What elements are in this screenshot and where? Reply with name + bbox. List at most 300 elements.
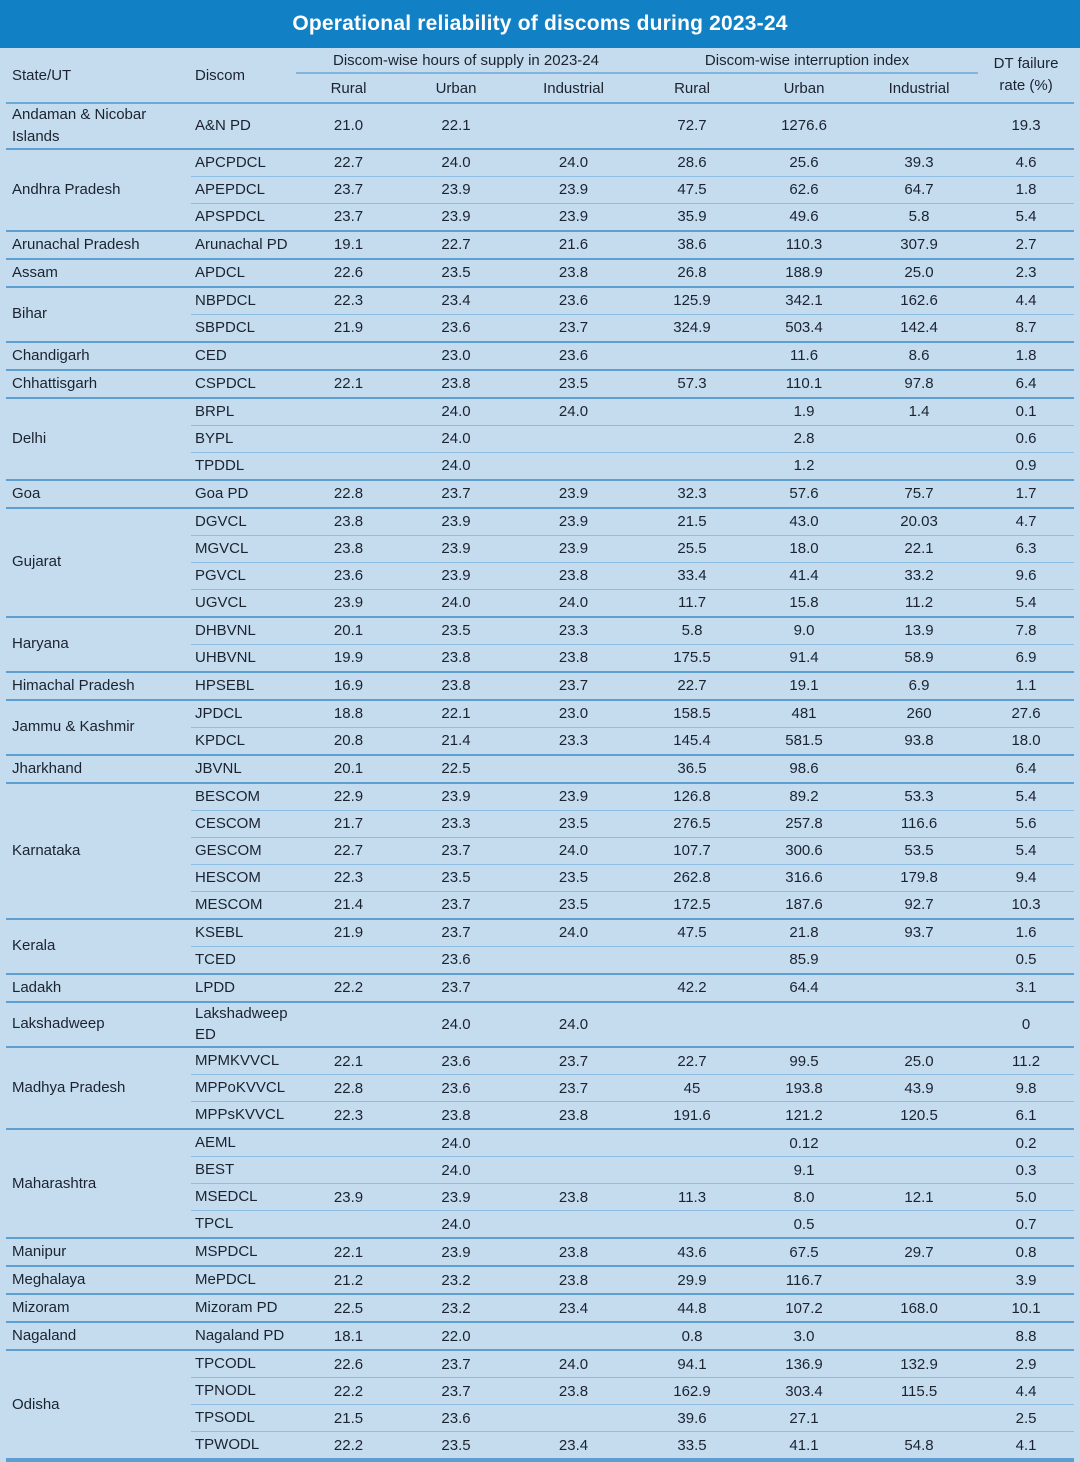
table-row <box>6 700 1074 728</box>
cell-hours-rural: 22.9 <box>296 783 401 811</box>
cell-hours-urban: 23.7 <box>401 837 511 864</box>
cell-hours-industrial: 23.8 <box>511 1184 636 1211</box>
discom-name-line: MePDCL <box>195 1271 256 1289</box>
table-header <box>6 48 1074 103</box>
cell-state <box>6 508 191 617</box>
cell-interruption-rural: 32.3 <box>636 480 748 508</box>
state-name-line: Karnataka <box>12 841 81 859</box>
state-name-line: Bihar <box>12 305 48 323</box>
cell-hours-industrial: 23.7 <box>511 672 636 700</box>
cell-dt-failure-rate: 27.6 <box>978 700 1074 728</box>
cell-interruption-urban: 0.5 <box>748 1211 860 1239</box>
cell-hours-industrial <box>511 1129 636 1157</box>
cell-interruption-rural: 125.9 <box>636 287 748 315</box>
cell-interruption-rural: 38.6 <box>636 231 748 259</box>
cell-hours-industrial: 24.0 <box>511 919 636 947</box>
cell-hours-rural: 23.6 <box>296 562 401 589</box>
column-group-interruption-index: Discom-wise interruption index <box>636 48 978 73</box>
cell-hours-urban: 23.9 <box>401 176 511 203</box>
cell-dt-failure-rate: 1.8 <box>978 176 1074 203</box>
discom-name-line: HPSEBL <box>195 676 255 694</box>
cell-state <box>6 1322 191 1350</box>
discom-name-line: UGVCL <box>195 593 247 611</box>
table-row <box>6 974 1074 1002</box>
cell-hours-rural: 22.6 <box>296 1350 401 1378</box>
column-header-interruption-urban: Urban <box>783 80 825 97</box>
cell-dt-failure-rate: 0.6 <box>978 425 1074 452</box>
cell-hours-urban: 23.8 <box>401 370 511 398</box>
cell-hours-urban: 23.6 <box>401 314 511 342</box>
cell-discom <box>191 810 296 837</box>
state-name-line: Nagaland <box>12 1327 77 1345</box>
discom-name-line: MESCOM <box>195 895 263 913</box>
cell-interruption-urban: 91.4 <box>748 644 860 672</box>
cell-hours-rural: 19.9 <box>296 644 401 672</box>
cell-state <box>6 1238 191 1266</box>
cell-interruption-rural: 33.5 <box>636 1432 748 1460</box>
cell-dt-failure-rate: 2.5 <box>978 1405 1074 1432</box>
cell-interruption-rural: 22.7 <box>636 1047 748 1075</box>
cell-interruption-industrial: 307.9 <box>860 231 978 259</box>
cell-discom <box>191 1378 296 1405</box>
cell-dt-failure-rate: 0 <box>978 1002 1074 1048</box>
table-row <box>6 287 1074 315</box>
cell-hours-industrial: 24.0 <box>511 1350 636 1378</box>
cell-interruption-urban: 107.2 <box>748 1294 860 1322</box>
table-row <box>6 508 1074 536</box>
cell-interruption-urban: 342.1 <box>748 287 860 315</box>
cell-hours-industrial: 23.4 <box>511 1294 636 1322</box>
cell-discom <box>191 1405 296 1432</box>
cell-dt-failure-rate: 9.8 <box>978 1075 1074 1102</box>
cell-hours-industrial <box>511 1211 636 1239</box>
state-name-line: Assam <box>12 263 58 281</box>
cell-hours-urban: 22.1 <box>401 103 511 149</box>
cell-dt-failure-rate: 1.8 <box>978 342 1074 370</box>
cell-interruption-urban: 193.8 <box>748 1075 860 1102</box>
cell-interruption-urban: 481 <box>748 700 860 728</box>
cell-discom <box>191 480 296 508</box>
cell-interruption-urban: 121.2 <box>748 1102 860 1130</box>
cell-hours-urban: 23.5 <box>401 1432 511 1460</box>
state-name-line: Madhya Pradesh <box>12 1079 126 1097</box>
cell-hours-rural: 23.8 <box>296 535 401 562</box>
cell-dt-failure-rate: 19.3 <box>978 103 1074 149</box>
cell-state <box>6 919 191 974</box>
cell-hours-urban: 22.0 <box>401 1322 511 1350</box>
cell-interruption-industrial: 12.1 <box>860 1184 978 1211</box>
cell-dt-failure-rate: 6.3 <box>978 535 1074 562</box>
cell-interruption-rural: 47.5 <box>636 919 748 947</box>
cell-hours-rural: 22.2 <box>296 1432 401 1460</box>
cell-interruption-rural: 28.6 <box>636 149 748 177</box>
cell-hours-urban: 23.7 <box>401 480 511 508</box>
discom-name-line: CESCOM <box>195 814 261 832</box>
cell-hours-rural: 22.2 <box>296 1378 401 1405</box>
cell-hours-industrial: 23.8 <box>511 1238 636 1266</box>
cell-discom <box>191 864 296 891</box>
cell-interruption-urban: 188.9 <box>748 259 860 287</box>
cell-interruption-rural: 35.9 <box>636 203 748 231</box>
cell-interruption-urban: 503.4 <box>748 314 860 342</box>
cell-interruption-industrial: 260 <box>860 700 978 728</box>
discom-name-line: DGVCL <box>195 512 247 530</box>
cell-hours-urban: 24.0 <box>401 1211 511 1239</box>
cell-discom <box>191 1075 296 1102</box>
cell-hours-urban: 23.6 <box>401 946 511 974</box>
cell-interruption-industrial: 22.1 <box>860 535 978 562</box>
cell-state <box>6 617 191 672</box>
cell-interruption-rural: 39.6 <box>636 1405 748 1432</box>
cell-hours-industrial: 24.0 <box>511 398 636 426</box>
cell-hours-industrial: 24.0 <box>511 1002 636 1048</box>
cell-discom <box>191 644 296 672</box>
cell-discom <box>191 203 296 231</box>
state-name-line: Gujarat <box>12 553 62 571</box>
cell-interruption-urban: 303.4 <box>748 1378 860 1405</box>
cell-hours-rural: 20.1 <box>296 617 401 645</box>
cell-interruption-rural: 47.5 <box>636 176 748 203</box>
cell-interruption-industrial: 5.8 <box>860 203 978 231</box>
discom-name-line: TPCODL <box>195 1355 256 1373</box>
cell-interruption-urban: 1276.6 <box>748 103 860 149</box>
cell-interruption-industrial: 8.6 <box>860 342 978 370</box>
cell-hours-urban: 23.9 <box>401 783 511 811</box>
cell-interruption-industrial <box>860 1322 978 1350</box>
discom-name-line: APEPDCL <box>195 180 266 198</box>
cell-interruption-industrial: 11.2 <box>860 589 978 617</box>
cell-dt-failure-rate: 0.9 <box>978 452 1074 480</box>
column-header-state: State/UT <box>12 66 72 84</box>
cell-interruption-rural: 276.5 <box>636 810 748 837</box>
cell-discom <box>191 1432 296 1460</box>
cell-interruption-rural: 45 <box>636 1075 748 1102</box>
state-name-line: Manipur <box>12 1243 67 1261</box>
cell-interruption-urban: 89.2 <box>748 783 860 811</box>
cell-interruption-rural: 5.8 <box>636 617 748 645</box>
cell-hours-rural: 21.5 <box>296 1405 401 1432</box>
cell-hours-rural: 21.2 <box>296 1266 401 1294</box>
table-row <box>6 398 1074 426</box>
cell-hours-urban: 24.0 <box>401 149 511 177</box>
cell-discom <box>191 425 296 452</box>
cell-hours-rural: 21.9 <box>296 314 401 342</box>
cell-state <box>6 480 191 508</box>
cell-hours-urban: 23.5 <box>401 864 511 891</box>
cell-interruption-industrial <box>860 946 978 974</box>
discom-name-line: CED <box>195 346 227 364</box>
cell-hours-urban: 23.7 <box>401 891 511 919</box>
cell-interruption-rural <box>636 398 748 426</box>
cell-interruption-industrial: 116.6 <box>860 810 978 837</box>
table-row <box>6 1129 1074 1157</box>
cell-hours-urban: 22.1 <box>401 700 511 728</box>
cell-dt-failure-rate: 3.1 <box>978 974 1074 1002</box>
cell-hours-rural: 22.3 <box>296 864 401 891</box>
cell-hours-rural <box>296 1129 401 1157</box>
cell-hours-industrial: 23.5 <box>511 891 636 919</box>
cell-interruption-rural: 57.3 <box>636 370 748 398</box>
discom-name-line: APDCL <box>195 263 246 281</box>
cell-state <box>6 370 191 398</box>
cell-hours-industrial: 24.0 <box>511 149 636 177</box>
cell-interruption-rural: 126.8 <box>636 783 748 811</box>
cell-dt-failure-rate: 6.4 <box>978 370 1074 398</box>
cell-interruption-industrial: 58.9 <box>860 644 978 672</box>
discom-name-line: CSPDCL <box>195 374 256 392</box>
cell-hours-rural: 18.8 <box>296 700 401 728</box>
cell-hours-industrial: 23.5 <box>511 810 636 837</box>
cell-interruption-rural: 43.6 <box>636 1238 748 1266</box>
table-row <box>6 103 1074 149</box>
state-name-line: Odisha <box>12 1395 60 1413</box>
cell-state <box>6 103 191 149</box>
cell-hours-rural: 22.1 <box>296 1238 401 1266</box>
cell-hours-urban: 23.7 <box>401 919 511 947</box>
discom-name-line: MSPDCL <box>195 1243 258 1261</box>
cell-hours-rural: 21.4 <box>296 891 401 919</box>
cell-interruption-urban <box>748 1002 860 1048</box>
cell-hours-industrial: 23.3 <box>511 617 636 645</box>
cell-hours-industrial: 23.7 <box>511 314 636 342</box>
table-footer <box>6 1459 1074 1461</box>
cell-discom <box>191 755 296 783</box>
discom-name-line: TCED <box>195 950 236 968</box>
table-row <box>6 231 1074 259</box>
cell-dt-failure-rate: 0.2 <box>978 1129 1074 1157</box>
state-name-line: Maharashtra <box>12 1174 97 1192</box>
column-header-interruption-rural: Rural <box>674 80 710 97</box>
cell-hours-rural <box>296 342 401 370</box>
cell-interruption-urban: 41.4 <box>748 562 860 589</box>
cell-interruption-rural: 145.4 <box>636 727 748 755</box>
cell-interruption-urban: 85.9 <box>748 946 860 974</box>
cell-discom <box>191 287 296 315</box>
cell-hours-urban: 23.6 <box>401 1075 511 1102</box>
discom-name-line: AEML <box>195 1134 236 1152</box>
cell-hours-industrial: 23.9 <box>511 535 636 562</box>
cell-state <box>6 342 191 370</box>
cell-interruption-industrial <box>860 1129 978 1157</box>
cell-state <box>6 755 191 783</box>
cell-hours-rural: 23.9 <box>296 1184 401 1211</box>
cell-interruption-urban: 21.8 <box>748 919 860 947</box>
cell-discom <box>191 1129 296 1157</box>
cell-hours-urban: 21.4 <box>401 727 511 755</box>
discom-name-line: ED <box>195 1026 216 1044</box>
cell-state <box>6 287 191 342</box>
discom-name-line: NBPDCL <box>195 291 256 309</box>
cell-interruption-urban: 9.0 <box>748 617 860 645</box>
table-row <box>6 755 1074 783</box>
cell-dt-failure-rate: 5.6 <box>978 810 1074 837</box>
column-header-hours-urban: Urban <box>435 80 477 97</box>
cell-hours-rural <box>296 1157 401 1184</box>
cell-hours-urban: 23.6 <box>401 1405 511 1432</box>
cell-state <box>6 1047 191 1129</box>
table-row <box>6 342 1074 370</box>
discom-name-line: UHBVNL <box>195 648 256 666</box>
cell-state <box>6 700 191 755</box>
table-row <box>6 672 1074 700</box>
cell-state <box>6 259 191 287</box>
table-row <box>6 1238 1074 1266</box>
cell-discom <box>191 342 296 370</box>
cell-discom <box>191 1266 296 1294</box>
cell-dt-failure-rate: 9.6 <box>978 562 1074 589</box>
cell-discom <box>191 535 296 562</box>
cell-interruption-rural: 22.7 <box>636 672 748 700</box>
cell-dt-failure-rate: 1.1 <box>978 672 1074 700</box>
cell-interruption-industrial: 120.5 <box>860 1102 978 1130</box>
cell-discom <box>191 1294 296 1322</box>
column-header-interruption-industrial: Industrial <box>888 80 950 97</box>
cell-interruption-industrial: 39.3 <box>860 149 978 177</box>
cell-dt-failure-rate: 18.0 <box>978 727 1074 755</box>
cell-interruption-rural: 11.7 <box>636 589 748 617</box>
cell-interruption-industrial: 25.0 <box>860 259 978 287</box>
cell-interruption-rural: 172.5 <box>636 891 748 919</box>
cell-hours-industrial: 23.8 <box>511 644 636 672</box>
cell-hours-urban: 22.7 <box>401 231 511 259</box>
discom-name-line: MPPsKVVCL <box>195 1106 285 1124</box>
cell-hours-rural: 23.8 <box>296 508 401 536</box>
state-name-line: Arunachal Pradesh <box>12 235 140 253</box>
cell-discom <box>191 1184 296 1211</box>
cell-interruption-industrial: 64.7 <box>860 176 978 203</box>
cell-dt-failure-rate: 4.1 <box>978 1432 1074 1460</box>
cell-hours-rural: 22.1 <box>296 1047 401 1075</box>
cell-interruption-rural: 44.8 <box>636 1294 748 1322</box>
cell-hours-urban: 23.8 <box>401 672 511 700</box>
discom-name-line: TPCL <box>195 1215 234 1233</box>
cell-hours-industrial: 23.9 <box>511 480 636 508</box>
cell-interruption-industrial: 25.0 <box>860 1047 978 1075</box>
cell-hours-rural: 23.7 <box>296 203 401 231</box>
cell-discom <box>191 149 296 177</box>
cell-state <box>6 1266 191 1294</box>
cell-hours-urban: 24.0 <box>401 452 511 480</box>
cell-interruption-rural: 262.8 <box>636 864 748 891</box>
table-body <box>6 103 1074 1459</box>
cell-dt-failure-rate: 10.1 <box>978 1294 1074 1322</box>
cell-hours-industrial <box>511 1322 636 1350</box>
table-row <box>6 1002 1074 1048</box>
cell-hours-urban: 23.2 <box>401 1294 511 1322</box>
cell-hours-urban: 23.3 <box>401 810 511 837</box>
discom-name-line: LPDD <box>195 978 236 996</box>
cell-interruption-industrial: 53.5 <box>860 837 978 864</box>
cell-interruption-industrial: 75.7 <box>860 480 978 508</box>
cell-hours-rural <box>296 452 401 480</box>
cell-interruption-rural <box>636 946 748 974</box>
cell-dt-failure-rate: 6.1 <box>978 1102 1074 1130</box>
discom-name-line: MPPoKVVCL <box>195 1079 286 1097</box>
cell-interruption-industrial: 93.7 <box>860 919 978 947</box>
cell-discom <box>191 231 296 259</box>
cell-hours-urban: 24.0 <box>401 589 511 617</box>
cell-interruption-rural: 36.5 <box>636 755 748 783</box>
state-name-line: Jharkhand <box>12 759 83 777</box>
cell-interruption-urban: 9.1 <box>748 1157 860 1184</box>
table-row <box>6 783 1074 811</box>
cell-dt-failure-rate: 4.4 <box>978 1378 1074 1405</box>
discom-name-line: BRPL <box>195 402 235 420</box>
cell-hours-rural <box>296 1002 401 1048</box>
cell-dt-failure-rate: 10.3 <box>978 891 1074 919</box>
cell-hours-urban: 24.0 <box>401 1002 511 1048</box>
cell-interruption-industrial: 179.8 <box>860 864 978 891</box>
discom-name-line: Arunachal PD <box>195 235 288 253</box>
table-row <box>6 259 1074 287</box>
cell-interruption-rural <box>636 1157 748 1184</box>
cell-discom <box>191 1350 296 1378</box>
discom-name-line: MSEDCL <box>195 1188 258 1206</box>
cell-discom <box>191 700 296 728</box>
cell-state <box>6 149 191 231</box>
cell-hours-industrial <box>511 946 636 974</box>
cell-interruption-industrial: 142.4 <box>860 314 978 342</box>
cell-state <box>6 1002 191 1048</box>
cell-hours-industrial: 24.0 <box>511 589 636 617</box>
cell-hours-urban: 23.7 <box>401 1350 511 1378</box>
cell-interruption-industrial <box>860 755 978 783</box>
state-name-line: Jammu & Kashmir <box>12 718 135 736</box>
cell-hours-industrial <box>511 974 636 1002</box>
cell-hours-rural: 22.8 <box>296 1075 401 1102</box>
cell-discom <box>191 589 296 617</box>
cell-discom <box>191 617 296 645</box>
cell-interruption-urban: 49.6 <box>748 203 860 231</box>
cell-hours-industrial <box>511 755 636 783</box>
cell-interruption-industrial <box>860 452 978 480</box>
cell-hours-rural: 22.1 <box>296 370 401 398</box>
cell-interruption-rural: 11.3 <box>636 1184 748 1211</box>
cell-interruption-industrial <box>860 103 978 149</box>
cell-hours-rural <box>296 425 401 452</box>
cell-dt-failure-rate: 5.4 <box>978 203 1074 231</box>
cell-hours-rural: 22.7 <box>296 837 401 864</box>
cell-interruption-urban: 110.3 <box>748 231 860 259</box>
cell-interruption-industrial: 53.3 <box>860 783 978 811</box>
cell-state <box>6 231 191 259</box>
cell-dt-failure-rate: 0.8 <box>978 1238 1074 1266</box>
table-row <box>6 617 1074 645</box>
cell-hours-urban: 23.6 <box>401 1047 511 1075</box>
discom-name-line: A&N PD <box>195 116 251 134</box>
cell-discom <box>191 1157 296 1184</box>
cell-interruption-urban: 110.1 <box>748 370 860 398</box>
cell-hours-rural: 22.3 <box>296 287 401 315</box>
column-header-dt-failure-rate <box>978 48 1074 102</box>
cell-interruption-urban: 116.7 <box>748 1266 860 1294</box>
discom-name-line: Lakshadweep <box>195 1004 288 1022</box>
cell-interruption-rural <box>636 1002 748 1048</box>
cell-hours-industrial: 23.9 <box>511 508 636 536</box>
cell-interruption-urban: 57.6 <box>748 480 860 508</box>
cell-state <box>6 672 191 700</box>
cell-hours-industrial: 23.7 <box>511 1047 636 1075</box>
cell-hours-industrial: 23.8 <box>511 562 636 589</box>
state-name-line: Delhi <box>12 429 47 447</box>
cell-interruption-urban: 41.1 <box>748 1432 860 1460</box>
cell-dt-failure-rate: 4.6 <box>978 149 1074 177</box>
cell-hours-industrial: 21.6 <box>511 231 636 259</box>
cell-dt-failure-rate: 4.4 <box>978 287 1074 315</box>
table-row <box>6 149 1074 177</box>
cell-hours-rural: 22.6 <box>296 259 401 287</box>
cell-discom <box>191 1102 296 1130</box>
